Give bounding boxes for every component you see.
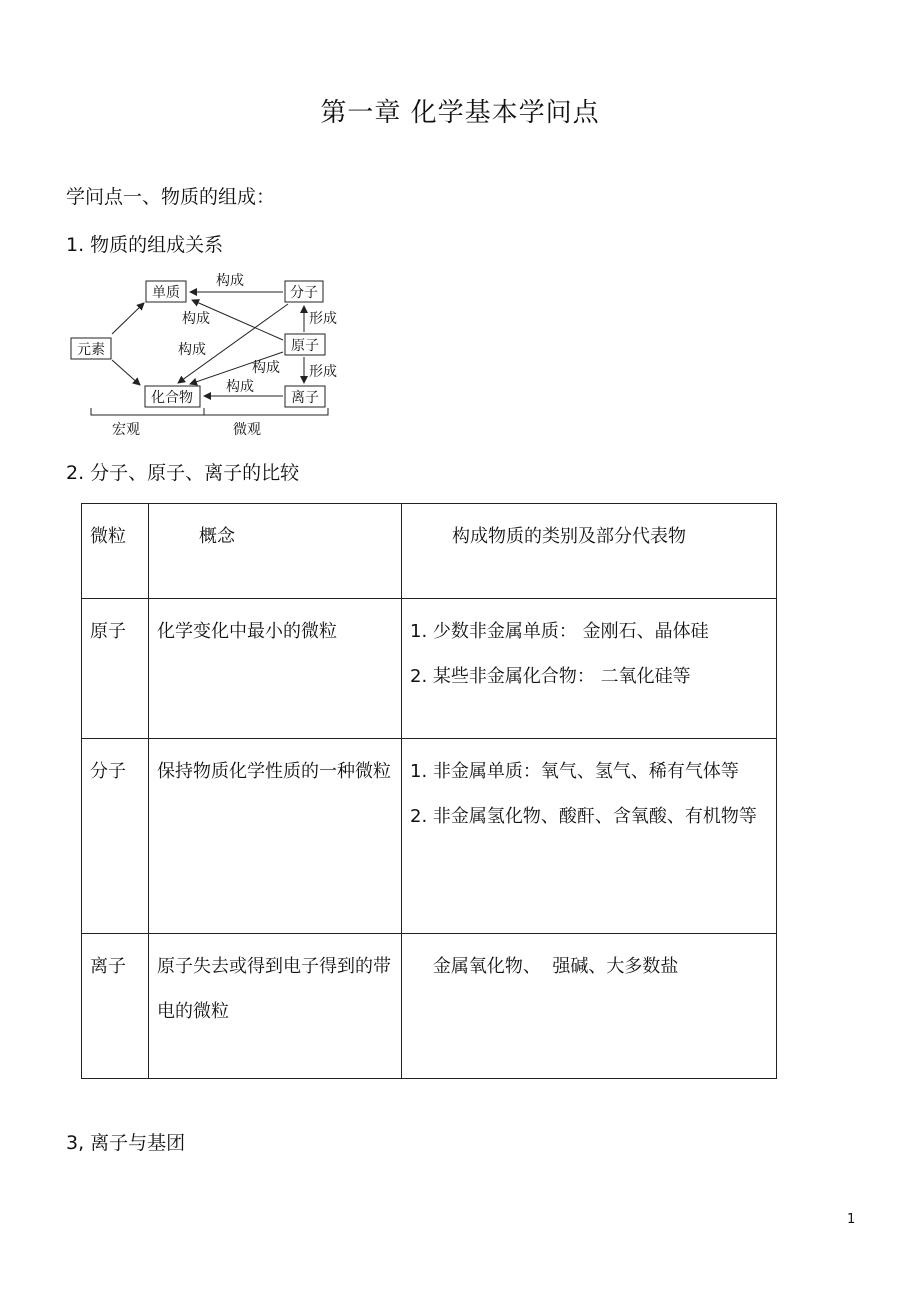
substance-line: 2. 某些非金属化合物： 二氧化硅等: [410, 666, 691, 687]
svg-text:化合物: 化合物: [151, 390, 193, 406]
substance-line: 1. 非金属单质：氧气、氢气、稀有气体等: [410, 761, 739, 782]
row-substances: [402, 739, 777, 934]
table-row: [82, 934, 777, 1079]
substance-line: 金属氧化物、 强碱、大多数盐: [410, 956, 679, 977]
particle-comparison-table: [81, 503, 777, 1079]
knowledge-point-heading: 学问点一、物质的组成：: [66, 186, 276, 208]
bracket-macro-label: 宏观: [112, 422, 140, 438]
bracket-micro: [204, 408, 328, 415]
svg-text:原子: 原子: [291, 338, 319, 354]
svg-text:分子: 分子: [290, 285, 318, 301]
node-fenzi: [285, 281, 323, 302]
arrow-yuansu-huahewu: [112, 360, 140, 385]
row-particle: 离子: [82, 934, 149, 1079]
page-number: 1: [847, 1212, 856, 1227]
arrow-yuansu-danzhi: [112, 303, 144, 334]
header-substances: 构成物质的类别及部分代表物: [402, 504, 777, 599]
label-lizi-huahewu: 构成: [226, 379, 254, 395]
section-3-heading: 3, 离子与基团: [66, 1132, 186, 1154]
section-1-heading: 1. 物质的组成关系: [66, 234, 224, 256]
svg-text:元素: 元素: [77, 342, 105, 358]
table-row: [82, 739, 777, 934]
header-particle: 微粒: [82, 504, 149, 599]
label-fenzi-huahewu: 构成: [178, 342, 206, 358]
label-yuanzi-danzhi: 构成: [182, 311, 210, 327]
row-concept: 保持物质化学性质的一种微粒: [149, 739, 402, 934]
table-row: [82, 599, 777, 739]
row-concept: 原子失去或得到电子得到的带电的微粒: [149, 934, 402, 1079]
composition-diagram: [66, 268, 366, 440]
node-yuansu: [71, 338, 111, 359]
row-substances: [402, 934, 777, 1079]
row-substances: [402, 599, 777, 739]
page-title: 第一章 化学基本学问点: [320, 98, 600, 128]
substance-line: 2. 非金属氢化物、酸酐、含氧酸、有机物等: [410, 806, 757, 827]
row-concept: 化学变化中最小的微粒: [149, 599, 402, 739]
node-lizi: [285, 386, 325, 407]
node-yuanzi: [285, 334, 325, 355]
node-danzhi: [146, 281, 186, 302]
label-fenzi-danzhi: 构成: [216, 273, 244, 289]
row-particle: 分子: [82, 739, 149, 934]
svg-text:离子: 离子: [291, 390, 319, 406]
bracket-micro-label: 微观: [233, 422, 261, 438]
svg-text:单质: 单质: [152, 285, 180, 301]
label-yuanzi-fenzi: 形成: [309, 311, 337, 327]
row-particle: 原子: [82, 599, 149, 739]
label-yuanzi-huahewu: 构成: [252, 360, 280, 376]
section-2-heading: 2. 分子、原子、离子的比较: [66, 462, 300, 484]
header-concept: 概念: [149, 504, 402, 599]
node-huahewu: [145, 386, 200, 407]
bracket-macro: [91, 408, 204, 415]
table-header-row: [82, 504, 777, 599]
label-yuanzi-lizi: 形成: [309, 364, 337, 380]
substance-line: 1. 少数非金属单质： 金刚石、晶体硅: [410, 621, 709, 642]
